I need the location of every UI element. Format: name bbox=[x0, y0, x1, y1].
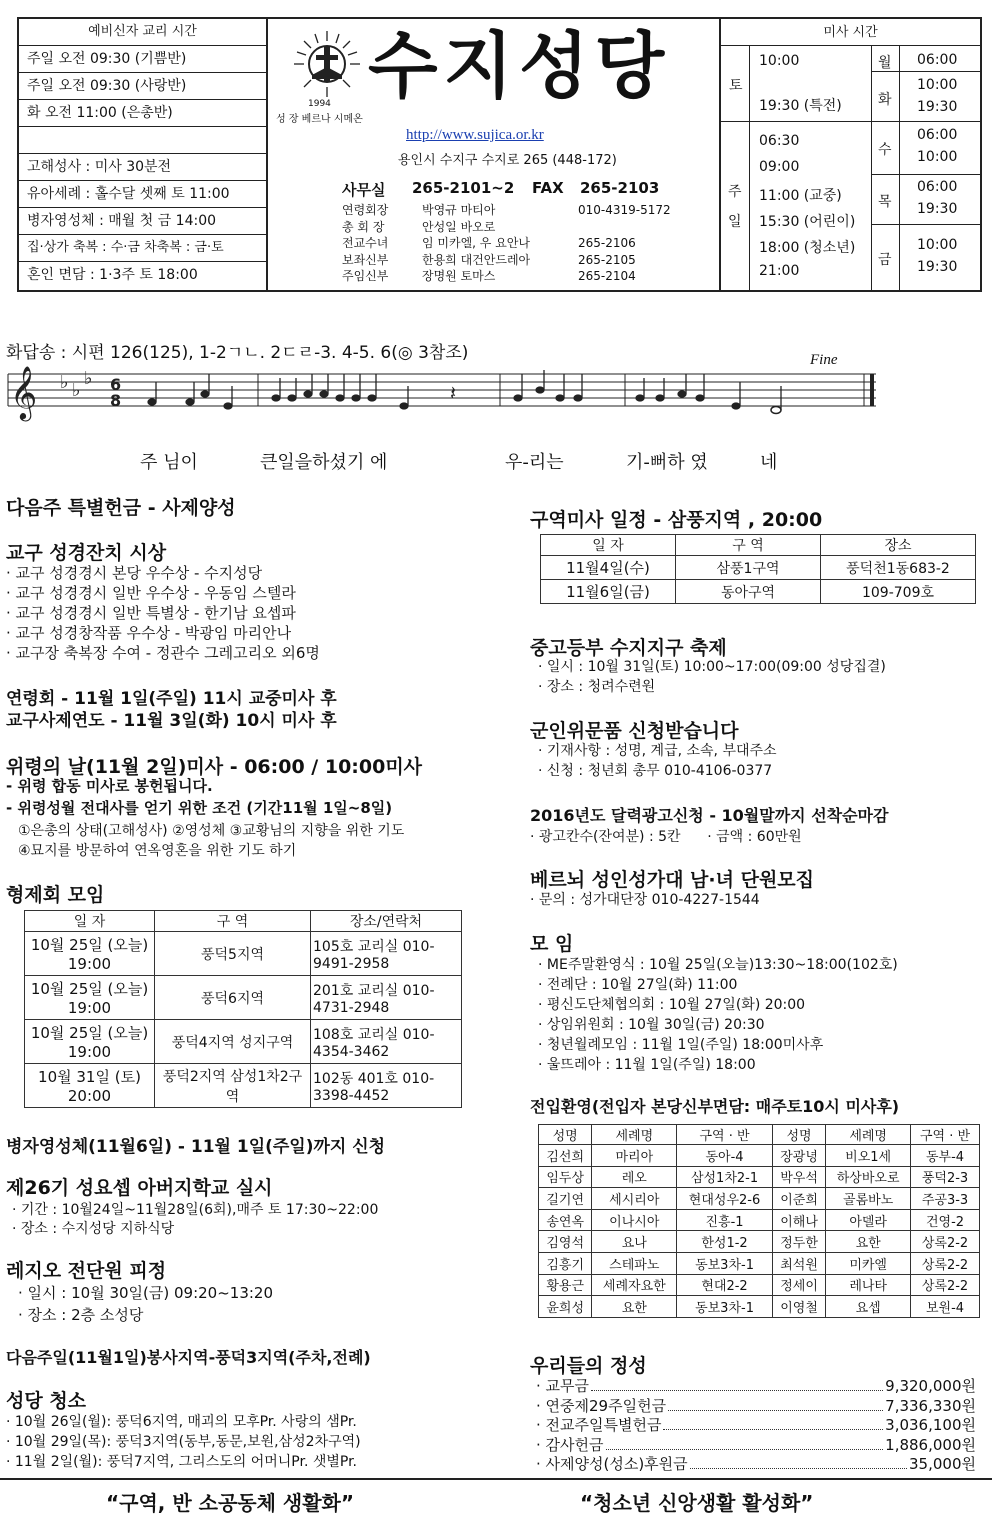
table-cell: 상록2-2 bbox=[911, 1274, 980, 1296]
table-cell: 한성1-2 bbox=[677, 1231, 773, 1253]
table-cell: 동아구역 bbox=[676, 580, 821, 604]
table-cell: 이영철 bbox=[772, 1296, 825, 1318]
offering-label: · 교무금 bbox=[536, 1377, 590, 1395]
table-cell: 11월4일(수) bbox=[541, 556, 676, 580]
table-cell: 10월 25일 (오늘) 19:00 bbox=[25, 932, 155, 976]
fax-number: 265-2103 bbox=[580, 179, 660, 197]
mass-time: 21:00 bbox=[759, 263, 800, 279]
table-cell: 김영석 bbox=[539, 1231, 592, 1253]
bible-contest-title: 교구 성경잔치 시상 bbox=[6, 542, 167, 564]
offering-amount: 3,036,100원 bbox=[885, 1416, 976, 1434]
offering-row bbox=[536, 1395, 976, 1416]
table-cell: 105호 교리실 010-9491-2958 bbox=[311, 932, 462, 976]
church-name: 수지성당 bbox=[368, 24, 671, 108]
table-cell: 10월 31일 (토) 20:00 bbox=[25, 1064, 155, 1108]
table-row bbox=[25, 1020, 462, 1064]
table-row bbox=[25, 932, 462, 976]
cleaning-line: · 10월 26일(월): 풍덕6지역, 매괴의 모후Pr. 사랑의 샘Pr. bbox=[6, 1414, 357, 1430]
all-souls-title: 위령의 날(11월 2일)미사 - 06:00 / 10:00미사 bbox=[6, 756, 423, 778]
mass-time: 10:00 bbox=[759, 53, 800, 69]
mass-time: 06:00 bbox=[917, 179, 958, 195]
meeting-line: · 울뜨레아 : 11월 1일(주일) 18:00 bbox=[538, 1057, 756, 1073]
table-cell: 골롬바노 bbox=[826, 1188, 911, 1210]
calendar-ad-title: 2016년도 달력광고신청 - 10월말까지 선착순마감 bbox=[530, 806, 889, 825]
bible-award: · 교구 성경경시 일반 우수상 - 우동임 스텔라 bbox=[6, 584, 296, 602]
staff-phones bbox=[578, 202, 671, 285]
music-staff bbox=[0, 360, 880, 440]
staff-name: 장명원 토마스 bbox=[422, 269, 496, 283]
table-cell: 하상바오로 bbox=[826, 1166, 911, 1188]
offering-label: · 감사헌금 bbox=[536, 1435, 604, 1454]
staff-role: 주임신부 bbox=[342, 269, 389, 283]
bible-award: · 교구 성경창작품 우수상 - 박광임 마리안나 bbox=[6, 624, 292, 642]
mass-weekday-label: 목 bbox=[878, 194, 892, 210]
church-logo-icon bbox=[290, 27, 364, 101]
table-cell: 정두한 bbox=[772, 1231, 825, 1253]
table-header: 구 역 bbox=[155, 911, 311, 932]
table-cell: 동부-4 bbox=[911, 1145, 980, 1167]
table-cell: 진흥-1 bbox=[677, 1209, 773, 1231]
meeting-line: · 평신도단체협의회 : 10월 27일(화) 20:00 bbox=[538, 997, 806, 1013]
table-cell: 요나 bbox=[592, 1231, 677, 1253]
table-header: 장소 bbox=[821, 535, 976, 556]
table-cell: 마리아 bbox=[592, 1145, 677, 1167]
table-cell: 장광녕 bbox=[772, 1145, 825, 1167]
offering-row bbox=[536, 1375, 976, 1396]
staff-role: 전교수녀 bbox=[342, 236, 389, 250]
mass-time: 10:00 bbox=[917, 237, 958, 253]
mass-time: 19:30 bbox=[917, 201, 958, 217]
table-row bbox=[25, 1064, 462, 1108]
table-cell: 풍덕2-3 bbox=[911, 1166, 980, 1188]
table-cell: 박우석 bbox=[772, 1166, 825, 1188]
district-mass-title: 구역미사 일정 - 삼풍지역 , 20:00 bbox=[530, 509, 823, 531]
dot-leader bbox=[591, 1375, 883, 1391]
table-cell: 미카엘 bbox=[826, 1252, 911, 1274]
table-cell: 이준희 bbox=[772, 1188, 825, 1210]
logo-year: 1994 bbox=[308, 99, 331, 109]
table-cell: 109-709호 bbox=[821, 580, 976, 604]
footer-slogan-right: “청소년 신앙생활 활성화” bbox=[580, 1491, 814, 1515]
bible-award: · 교구장 축복장 수여 - 정관수 그레고리오 외6명 bbox=[6, 644, 320, 662]
all-souls-line: - 위령성월 전대사를 얻기 위한 조건 (기간11월 1일~8일) bbox=[6, 799, 393, 817]
table-row bbox=[25, 976, 462, 1020]
service-area-notice: 다음주일(11월1일)봉사지역-풍덕3지역(주차,전례) bbox=[6, 1348, 371, 1367]
choir-recruit-line: · 문의 : 성가대단장 010-4227-1544 bbox=[530, 892, 760, 908]
svg-text:6: 6 bbox=[110, 375, 122, 394]
bible-award: · 교구 성경경시 본당 우수상 - 수지성당 bbox=[6, 564, 263, 582]
church-address: 용인시 수지구 수지로 265 (448-172) bbox=[398, 153, 617, 168]
table-cell: 현대2-2 bbox=[677, 1274, 773, 1296]
meeting-line: · ME주말환영식 : 10월 25일(오늘)13:30~18:00(102호) bbox=[538, 957, 898, 973]
mass-time: 18:00 (청소년) bbox=[759, 240, 856, 256]
offering-label: · 연중제29주일헌금 bbox=[536, 1396, 667, 1415]
table-header: 구역 · 반 bbox=[677, 1125, 773, 1145]
table-cell: 풍덕4지역 성지구역 bbox=[155, 1020, 311, 1064]
mass-weekday-label: 월 bbox=[878, 55, 892, 71]
table-cell: 상록2-2 bbox=[911, 1252, 980, 1274]
mass-time: 10:00 bbox=[917, 149, 958, 165]
staff-names bbox=[422, 202, 530, 285]
table-cell: 이나시아 bbox=[592, 1209, 677, 1231]
staff-phone bbox=[578, 219, 671, 236]
table-cell: 송연옥 bbox=[539, 1209, 592, 1231]
table-cell: 삼성1차2-1 bbox=[677, 1166, 773, 1188]
office-label: 사무실 bbox=[342, 181, 386, 199]
table-cell: 요한 bbox=[592, 1296, 677, 1318]
sacrament-row: 혼인 면담 : 1·3주 토 18:00 bbox=[27, 267, 198, 283]
table-header: 구역 · 반 bbox=[911, 1125, 980, 1145]
youth-festival-line: · 일시 : 10월 31일(토) 10:00~17:00(09:00 성당집결) bbox=[538, 659, 886, 675]
svg-text:𝄽: 𝄽 bbox=[450, 381, 457, 405]
lyrics-word: 큰일을하셨기 에 bbox=[260, 452, 388, 473]
mass-time: 19:30 bbox=[917, 259, 958, 275]
table-header: 장소/연락처 bbox=[311, 911, 462, 932]
special-offering-title: 다음주 특별헌금 - 사제양성 bbox=[6, 497, 236, 519]
mass-title: 미사 시간 bbox=[721, 19, 980, 46]
office-phone: 265-2101~2 bbox=[412, 179, 515, 197]
table-cell: 10월 25일 (오늘) 19:00 bbox=[25, 1020, 155, 1064]
catechism-row: 주일 오전 09:30 (사랑반) bbox=[19, 73, 266, 100]
table-row bbox=[539, 1252, 980, 1274]
military-comfort-line: · 기재사항 : 성명, 계급, 소속, 부대주소 bbox=[538, 743, 777, 759]
table-row bbox=[541, 556, 976, 580]
offering-label: · 사제양성(성소)후원금 bbox=[536, 1455, 688, 1473]
welcome-table-body bbox=[539, 1145, 980, 1318]
sacrament-row: 병자영성체 : 매월 첫 금 14:00 bbox=[19, 208, 266, 235]
legio-retreat-line: · 일시 : 10월 30일(금) 09:20~13:20 bbox=[18, 1284, 274, 1302]
table-header: 성명 bbox=[772, 1125, 825, 1145]
staff-phone: 265-2104 bbox=[578, 269, 636, 283]
svg-text:♭: ♭ bbox=[84, 368, 93, 389]
table-row bbox=[541, 580, 976, 604]
table-header: 세례명 bbox=[826, 1125, 911, 1145]
table-row bbox=[539, 1209, 980, 1231]
table-cell: 동아-4 bbox=[677, 1145, 773, 1167]
sacrament-row: 유아세례 : 홀수달 셋째 토 11:00 bbox=[19, 181, 266, 208]
mass-time: 09:00 bbox=[759, 159, 800, 175]
brothers-meeting-table bbox=[24, 910, 462, 1108]
staff-role: 연령회장 bbox=[342, 203, 389, 217]
fax-label: FAX bbox=[532, 179, 564, 197]
meetings-title: 모 임 bbox=[530, 933, 574, 955]
mass-weekday-label: 화 bbox=[878, 92, 892, 108]
bulletin-header bbox=[17, 17, 982, 292]
table-header: 구 역 bbox=[676, 535, 821, 556]
all-souls-line: - 위령 합동 미사로 봉헌됩니다. bbox=[6, 777, 213, 795]
youth-festival-title: 중고등부 수지지구 축제 bbox=[530, 637, 727, 659]
legio-retreat-title: 레지오 전단원 피정 bbox=[6, 1260, 167, 1282]
table-cell: 108호 교리실 010-4354-3462 bbox=[311, 1020, 462, 1064]
table-cell: 풍덕천1동683-2 bbox=[821, 556, 976, 580]
table-header: 세례명 bbox=[592, 1125, 677, 1145]
table-cell: 스테파노 bbox=[592, 1252, 677, 1274]
military-comfort-title: 군인위문품 신청받습니다 bbox=[530, 720, 739, 742]
table-cell: 최석원 bbox=[772, 1252, 825, 1274]
lyrics-word: 주 님이 bbox=[140, 452, 198, 473]
cleaning-line: · 10월 29일(목): 풍덕3지역(동부,동문,보원,삼성2차구역) bbox=[6, 1434, 361, 1450]
table-header: 일 자 bbox=[25, 911, 155, 932]
table-row bbox=[539, 1188, 980, 1210]
legio-retreat-line: · 장소 : 2층 소성당 bbox=[18, 1306, 144, 1324]
table-cell: 임두상 bbox=[539, 1166, 592, 1188]
offering-amount: 1,886,000원 bbox=[885, 1435, 976, 1454]
mass-sun-label: 주일 bbox=[728, 184, 742, 230]
catechism-schedule-box bbox=[19, 19, 268, 290]
table-cell: 동보3차-1 bbox=[677, 1296, 773, 1318]
joseph-school-line: · 기간 : 10월24일~11월28일(6회),매주 토 17:30~22:00 bbox=[12, 1202, 379, 1218]
staff-name: 한용희 대건안드레아 bbox=[422, 252, 531, 267]
offering-row bbox=[536, 1453, 976, 1474]
sick-communion-notice: 병자영성체(11월6일) - 11월 1일(주일)까지 신청 bbox=[6, 1137, 386, 1157]
table-cell: 주공3-3 bbox=[911, 1188, 980, 1210]
svg-text:♭: ♭ bbox=[60, 372, 69, 393]
table-cell: 비오1세 bbox=[826, 1145, 911, 1167]
mass-sat-label: 토 bbox=[729, 78, 743, 94]
all-souls-line: ①은총의 상태(고해성사) ②영성체 ③교황님의 지향을 위한 기도 bbox=[18, 823, 405, 839]
church-logo bbox=[290, 27, 364, 101]
svg-text:𝄞: 𝄞 bbox=[10, 365, 38, 419]
table-header: 일 자 bbox=[541, 535, 676, 556]
table-cell: 상록2-2 bbox=[911, 1231, 980, 1253]
offering-amount: 35,000원 bbox=[909, 1455, 976, 1473]
table-cell: 윤희성 bbox=[539, 1296, 592, 1318]
mass-weekday-label: 금 bbox=[878, 252, 892, 268]
catechism-title: 예비신자 교리 시간 bbox=[19, 19, 266, 46]
meeting-line: · 상임위원회 : 10월 30일(금) 20:30 bbox=[538, 1017, 765, 1033]
table-header: 성명 bbox=[539, 1125, 592, 1145]
table-cell: 10월 25일 (오늘) 19:00 bbox=[25, 976, 155, 1020]
footer-divider bbox=[0, 1478, 992, 1480]
table-cell: 황용근 bbox=[539, 1274, 592, 1296]
welcome-table bbox=[538, 1124, 980, 1318]
website-link[interactable]: http://www.sujica.or.kr bbox=[406, 127, 544, 143]
welcome-title: 전입환영(전입자 본당신부면담: 매주토10시 미사후) bbox=[530, 1097, 900, 1116]
cleaning-line: · 11월 2일(월): 풍덕7지역, 그리스도의 어머니Pr. 샛별Pr. bbox=[6, 1454, 358, 1470]
sacrament-row: 고해성사 : 미사 30분전 bbox=[19, 154, 266, 181]
catechism-row bbox=[19, 127, 266, 154]
meeting-line: · 전례단 : 10월 27일(화) 11:00 bbox=[538, 977, 738, 993]
brothers-meeting-title: 형제회 모임 bbox=[6, 884, 105, 906]
mass-time: 06:00 bbox=[917, 52, 958, 68]
offering-row bbox=[536, 1414, 976, 1435]
youth-festival-line: · 장소 : 청려수련원 bbox=[538, 679, 656, 695]
staff-roles bbox=[342, 202, 388, 285]
table-row bbox=[539, 1274, 980, 1296]
table-row bbox=[539, 1296, 980, 1318]
mass-time: 11:00 (교중) bbox=[759, 188, 842, 204]
church-info bbox=[268, 19, 719, 290]
dot-leader bbox=[668, 1395, 883, 1411]
table-cell: 레나타 bbox=[826, 1274, 911, 1296]
offering-label: · 전교주일특별헌금 bbox=[536, 1416, 662, 1434]
joseph-school-line: · 장소 : 수지성당 지하식당 bbox=[12, 1221, 175, 1237]
table-cell: 정세이 bbox=[772, 1274, 825, 1296]
mass-weekday-label: 수 bbox=[878, 142, 892, 158]
table-cell: 풍덕5지역 bbox=[155, 932, 311, 976]
table-cell: 요셉 bbox=[826, 1296, 911, 1318]
staff-name: 임 미카엘, 우 요안나 bbox=[422, 236, 530, 250]
offering-row bbox=[536, 1434, 976, 1455]
svg-text:8: 8 bbox=[110, 391, 122, 410]
table-cell: 길기연 bbox=[539, 1188, 592, 1210]
yeonryeong-notice: 연령회 - 11월 1일(주일) 11시 교중미사 후 bbox=[6, 689, 337, 709]
military-comfort-line: · 신청 : 청년회 총무 010-4106-0377 bbox=[538, 763, 773, 779]
table-cell: 102동 401호 010-3398-4452 bbox=[311, 1064, 462, 1108]
staff-role: 보좌신부 bbox=[342, 252, 389, 267]
mass-time: 10:00 bbox=[917, 77, 958, 93]
table-cell: 레오 bbox=[592, 1166, 677, 1188]
table-cell: 보원-4 bbox=[911, 1296, 980, 1318]
table-cell: 요한 bbox=[826, 1231, 911, 1253]
staff-phone: 265-2106 bbox=[578, 236, 636, 250]
mass-schedule-box bbox=[719, 19, 980, 290]
cleaning-title: 성당 청소 bbox=[6, 1390, 87, 1412]
table-cell: 현대성우2-6 bbox=[677, 1188, 773, 1210]
mass-time: 15:30 (어린이) bbox=[759, 214, 856, 230]
table-cell: 삼풍1구역 bbox=[676, 556, 821, 580]
table-cell: 김선희 bbox=[539, 1145, 592, 1167]
choir-recruit-title: 베르뇌 성인성가대 남·녀 단원모집 bbox=[530, 869, 815, 891]
table-cell: 건영-2 bbox=[911, 1209, 980, 1231]
staff-role: 총 회 장 bbox=[342, 219, 385, 234]
mass-time: 06:30 bbox=[759, 133, 800, 149]
table-row bbox=[539, 1231, 980, 1253]
table-cell: 풍덕2지역 삼성1차2구역 bbox=[155, 1064, 311, 1108]
mass-time: 19:30 (특전) bbox=[759, 98, 842, 114]
mass-time: 19:30 bbox=[917, 99, 958, 115]
table-cell: 11월6일(금) bbox=[541, 580, 676, 604]
staff-name: 안성일 바오로 bbox=[422, 219, 496, 234]
footer-slogan-left: “구역, 반 소공동체 생활화” bbox=[106, 1491, 354, 1515]
all-souls-line: ④묘지를 방문하여 연옥영혼을 위한 기도 하기 bbox=[18, 843, 297, 859]
dot-leader bbox=[606, 1434, 884, 1450]
priest-memorial-notice: 교구사제연도 - 11월 3일(화) 10시 미사 후 bbox=[6, 711, 337, 731]
table-cell: 동보3차-1 bbox=[677, 1252, 773, 1274]
table-cell: 아델라 bbox=[826, 1209, 911, 1231]
svg-text:♭: ♭ bbox=[72, 380, 81, 401]
fine-label: Fine bbox=[810, 352, 838, 368]
table-cell: 201호 교리실 010-4731-2948 bbox=[311, 976, 462, 1020]
table-row bbox=[539, 1166, 980, 1188]
dot-leader bbox=[690, 1453, 907, 1469]
joseph-school-title: 제26기 성요셉 아버지학교 실시 bbox=[6, 1177, 273, 1199]
psalm-title: 화답송 : 시편 126(125), 1-2ㄱㄴ. 2ㄷㄹ-3. 4-5. 6(◎ 3참조) bbox=[6, 343, 469, 363]
dot-leader bbox=[663, 1414, 883, 1430]
offering-amount: 7,336,330원 bbox=[885, 1396, 976, 1415]
logo-caption: 성 장 베르나 시메온 bbox=[276, 114, 363, 125]
table-cell: 세시리아 bbox=[592, 1188, 677, 1210]
lyrics-word: 우-리는 bbox=[505, 452, 564, 473]
sacrament-row: 집·상가 축복 : 수·금 차축복 : 금·토 bbox=[19, 235, 266, 262]
district-mass-table bbox=[540, 534, 976, 604]
offerings-title: 우리들의 정성 bbox=[530, 1355, 647, 1377]
table-cell: 이해나 bbox=[772, 1209, 825, 1231]
mass-time: 06:00 bbox=[917, 127, 958, 143]
table-cell: 김흥기 bbox=[539, 1252, 592, 1274]
calendar-ad-line: · 광고칸수(잔여분) : 5칸 · 금액 : 60만원 bbox=[530, 829, 802, 845]
offering-amount: 9,320,000원 bbox=[885, 1377, 976, 1395]
table-cell: 풍덕6지역 bbox=[155, 976, 311, 1020]
bible-award: · 교구 성경경시 일반 특별상 - 한기남 요셉파 bbox=[6, 604, 296, 622]
table-row bbox=[539, 1145, 980, 1167]
table-cell: 세례자요한 bbox=[592, 1274, 677, 1296]
lyrics-word: 기-뻐하 였 bbox=[626, 452, 708, 473]
catechism-row: 화 오전 11:00 (은총반) bbox=[19, 100, 266, 127]
meeting-line: · 청년월례모임 : 11월 1일(주일) 18:00미사후 bbox=[538, 1037, 824, 1053]
staff-phone: 265-2105 bbox=[578, 252, 636, 267]
catechism-row: 주일 오전 09:30 (기쁨반) bbox=[19, 46, 266, 73]
lyrics-word: 네 bbox=[760, 452, 778, 473]
staff-name: 박영규 마티아 bbox=[422, 203, 496, 217]
staff-phone: 010-4319-5172 bbox=[578, 203, 671, 217]
